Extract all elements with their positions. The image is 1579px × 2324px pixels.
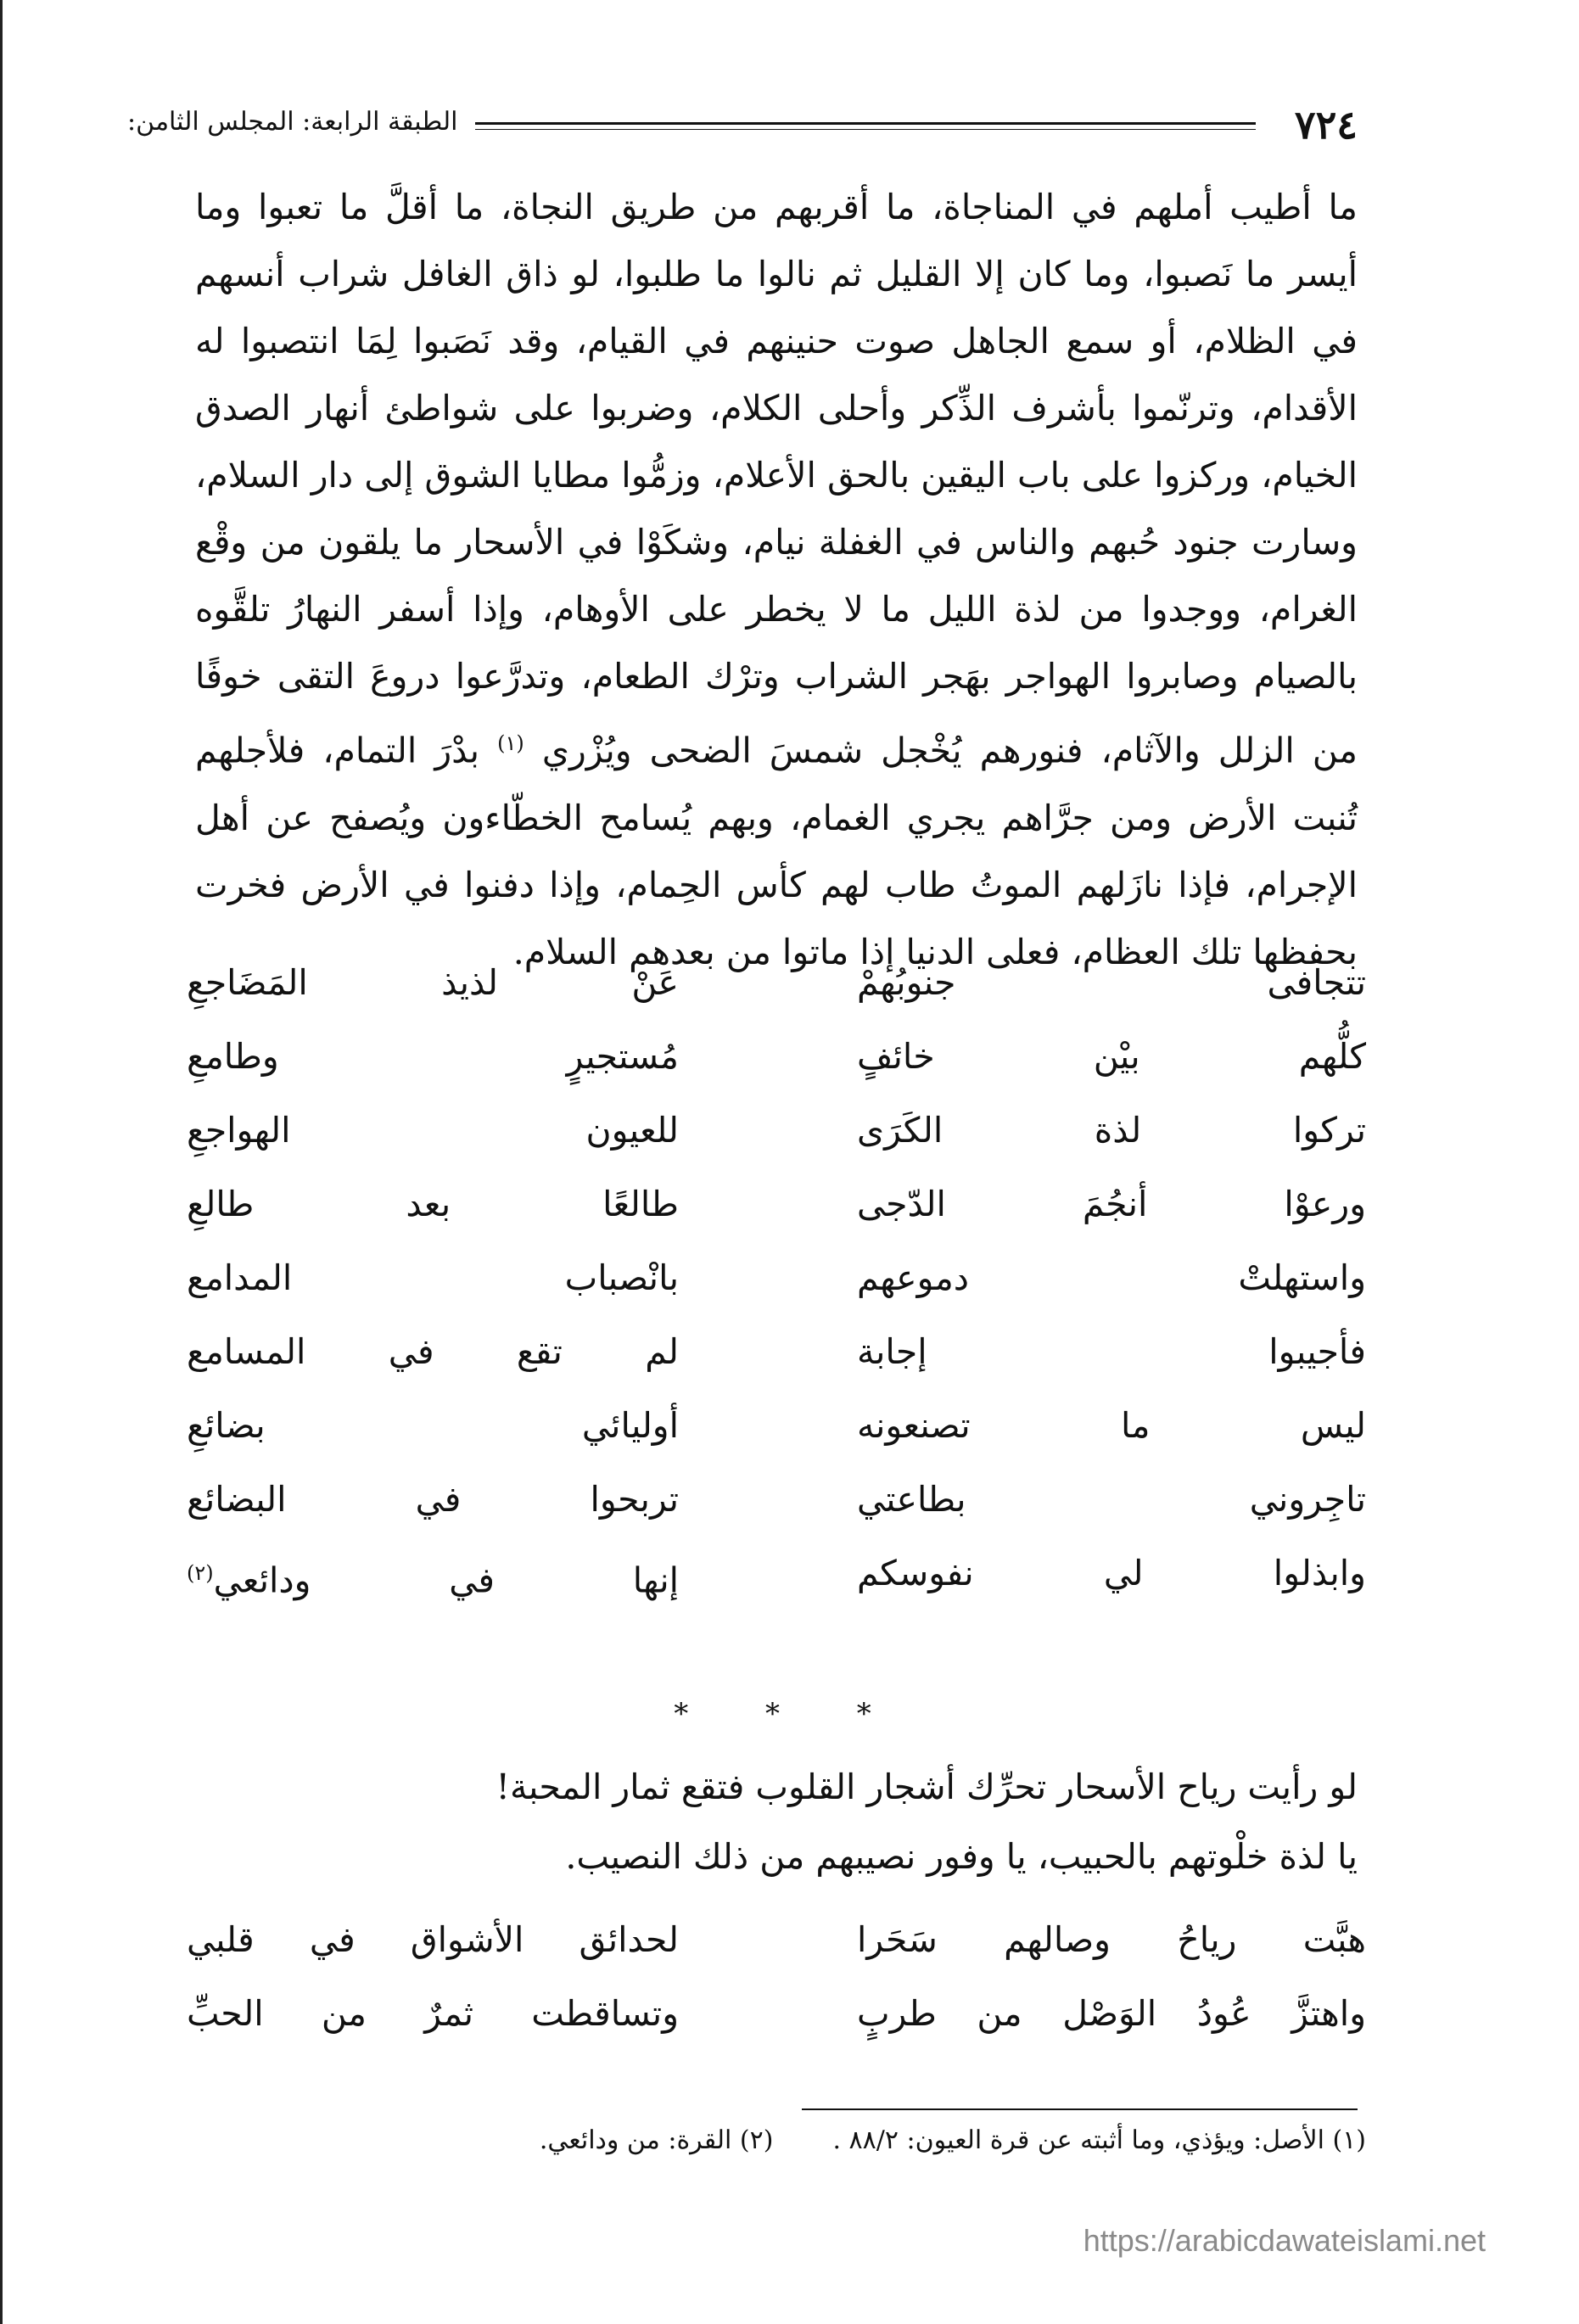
verse-hemistich-first: تتجافى جنوبُهمْ [857,962,1366,1003]
running-title: الطبقة الرابعة: المجلس الثامن: [127,107,458,137]
verse-hemistich-first: هبَّت رياحُ وصالهم سَحَرا [857,1919,1366,1960]
verse-hemistich-second: وتساقطت ثمرٌ من الحبِّ [187,1993,679,2034]
page-edge [0,0,3,2324]
verse-text: إنها في ودائعي [213,1560,679,1601]
verse-hemistich-second: مُستجيرٍ وطامعِ [187,1036,679,1077]
verse-line [187,1463,1366,1537]
footnote-2: (٢) القرة: من ودائعي. [539,2125,774,2155]
verse-line [187,1389,1366,1463]
verse-line [187,1241,1366,1315]
section-separator: * * * [674,1697,905,1731]
verse-line [187,1094,1366,1168]
verse-hemistich-second: لم تقع في المسامع [187,1331,679,1372]
verse-hemistich-second: للعيون الهواجعِ [187,1110,679,1151]
poem-2 [187,1903,1366,2051]
prose-line: يا لذة خلْوتهم بالحبيب، يا وفور نصيبهم من ذلك النصيب. [565,1836,1358,1877]
prose-paragraph [195,174,1358,986]
verse-hemistich-second: لحدائق الأشواق في قلبي [187,1919,679,1960]
footnote-ref-2: (٢) [187,1561,214,1585]
page-header [127,102,1358,153]
verse-line [187,1168,1366,1241]
header-rule [475,122,1256,130]
verse-hemistich-second: طالعًا بعد طالعِ [187,1184,679,1224]
footnote-ref-1: (١) [497,731,524,755]
prose-text: ما أطيب أملهم في المناجاة، ما أقربهم من طريق النجاة، ما أقلَّ ما تعبوا وما أيسر ما نَصبوا، وما كان إلا القليل ثم نالوا ما طلبوا، لو ذاق الغافل شراب أنسهم في الظلام، أو سمع الجاهل صوت حنينهم في القيام، وقد نَصَبوا لِمَا انتصبوا له الأقدام، وترنّموا بأشرف الذِّكر وأحلى الكلام، وضربوا على شواطئ أنهار الصدق الخيام، وركزوا على باب اليقين بالحق الأعلام، وزمُّوا مطايا الشوق إلى دار السلام، وسارت جنود حُبهم والناس في الغفلة نيام، وشكَوْا في الأسحار ما يلقون من وقْع الغرام، ووجدوا من لذة الليل ما لا يخطر على الأوهام، وإذا أسفر النهارُ تلقَّوه بالصيام وصابروا الهواجر بهَجر الشراب وترْك الطعام، وتدرَّعوا دروعَ التقى خوفًا من الزلل والآثام، فنورهم يُخْجل شمسَ الضحى ويُزْري [195,187,1358,771]
watermark-url: https://arabicdawateislami.net [1083,2223,1486,2258]
verse-hemistich-first: ورعوْا أنجُمَ الدّجى [857,1184,1366,1224]
footnote-1: (١) الأصل: ويؤذي، وما أثبته عن قرة العيون: ٨٨/٢ . [832,2125,1366,2155]
verse-line [187,1020,1366,1094]
verse-line [187,1977,1366,2051]
verse-hemistich-second [187,1537,679,1610]
footnote-rule [802,2108,1358,2110]
verse-hemistich-first: وابذلوا لي نفوسكم [857,1553,1366,1593]
verse-hemistich-first: واهتزَّ عُودُ الوَصْل من طربٍ [857,1993,1366,2034]
prose-paragraph-2 [195,1752,1358,1891]
verse-line [187,946,1366,1020]
verse-hemistich-second: تربحوا في البضائع [187,1479,679,1520]
verse-line [187,1537,1366,1610]
verse-hemistich-first: كلُّهم بيْن خائفٍ [857,1036,1366,1077]
verse-hemistich-first: تركوا لذة الكَرَى [857,1110,1366,1151]
verse-hemistich-first: ليس ما تصنعونه [857,1405,1366,1446]
verse-hemistich-first: واستهلتْ دموعهم [857,1257,1366,1298]
poem-1 [187,946,1366,1610]
verse-line [187,1315,1366,1389]
page-number: ٧٢٤ [1294,102,1358,148]
verse-hemistich-second: أوليائي بضائعِ [187,1405,679,1446]
verse-line [187,1903,1366,1977]
verse-hemistich-first: تاجِروني بطاعتي [857,1479,1366,1520]
verse-hemistich-second: بانْصباب المدامع [187,1257,679,1298]
verse-hemistich-second: عَنْ لذيذ المَضَاجعِ [187,962,679,1003]
verse-hemistich-first: فأجيبوا إجابة [857,1331,1366,1372]
prose-line: لو رأيت رياح الأسحار تحرِّك أشجار القلوب فتقع ثمار المحبة! [496,1767,1358,1807]
footnotes [339,2125,1366,2155]
prose-text-cont: بدْرَ التمام، فلأجلهم تُنبت الأرض ومن جرَّاهم يجري الغمام، وبهم يُسامح الخطّاءون ويُصفح عن أهل الإجرام، فإذا نازَلهم الموتُ طاب لهم كأس الحِمام، وإذا دفنوا في الأرض فخرت بحفظها تلك العظام، فعلى الدنيا إذا ماتوا من بعدهم السلام. [195,730,1358,972]
